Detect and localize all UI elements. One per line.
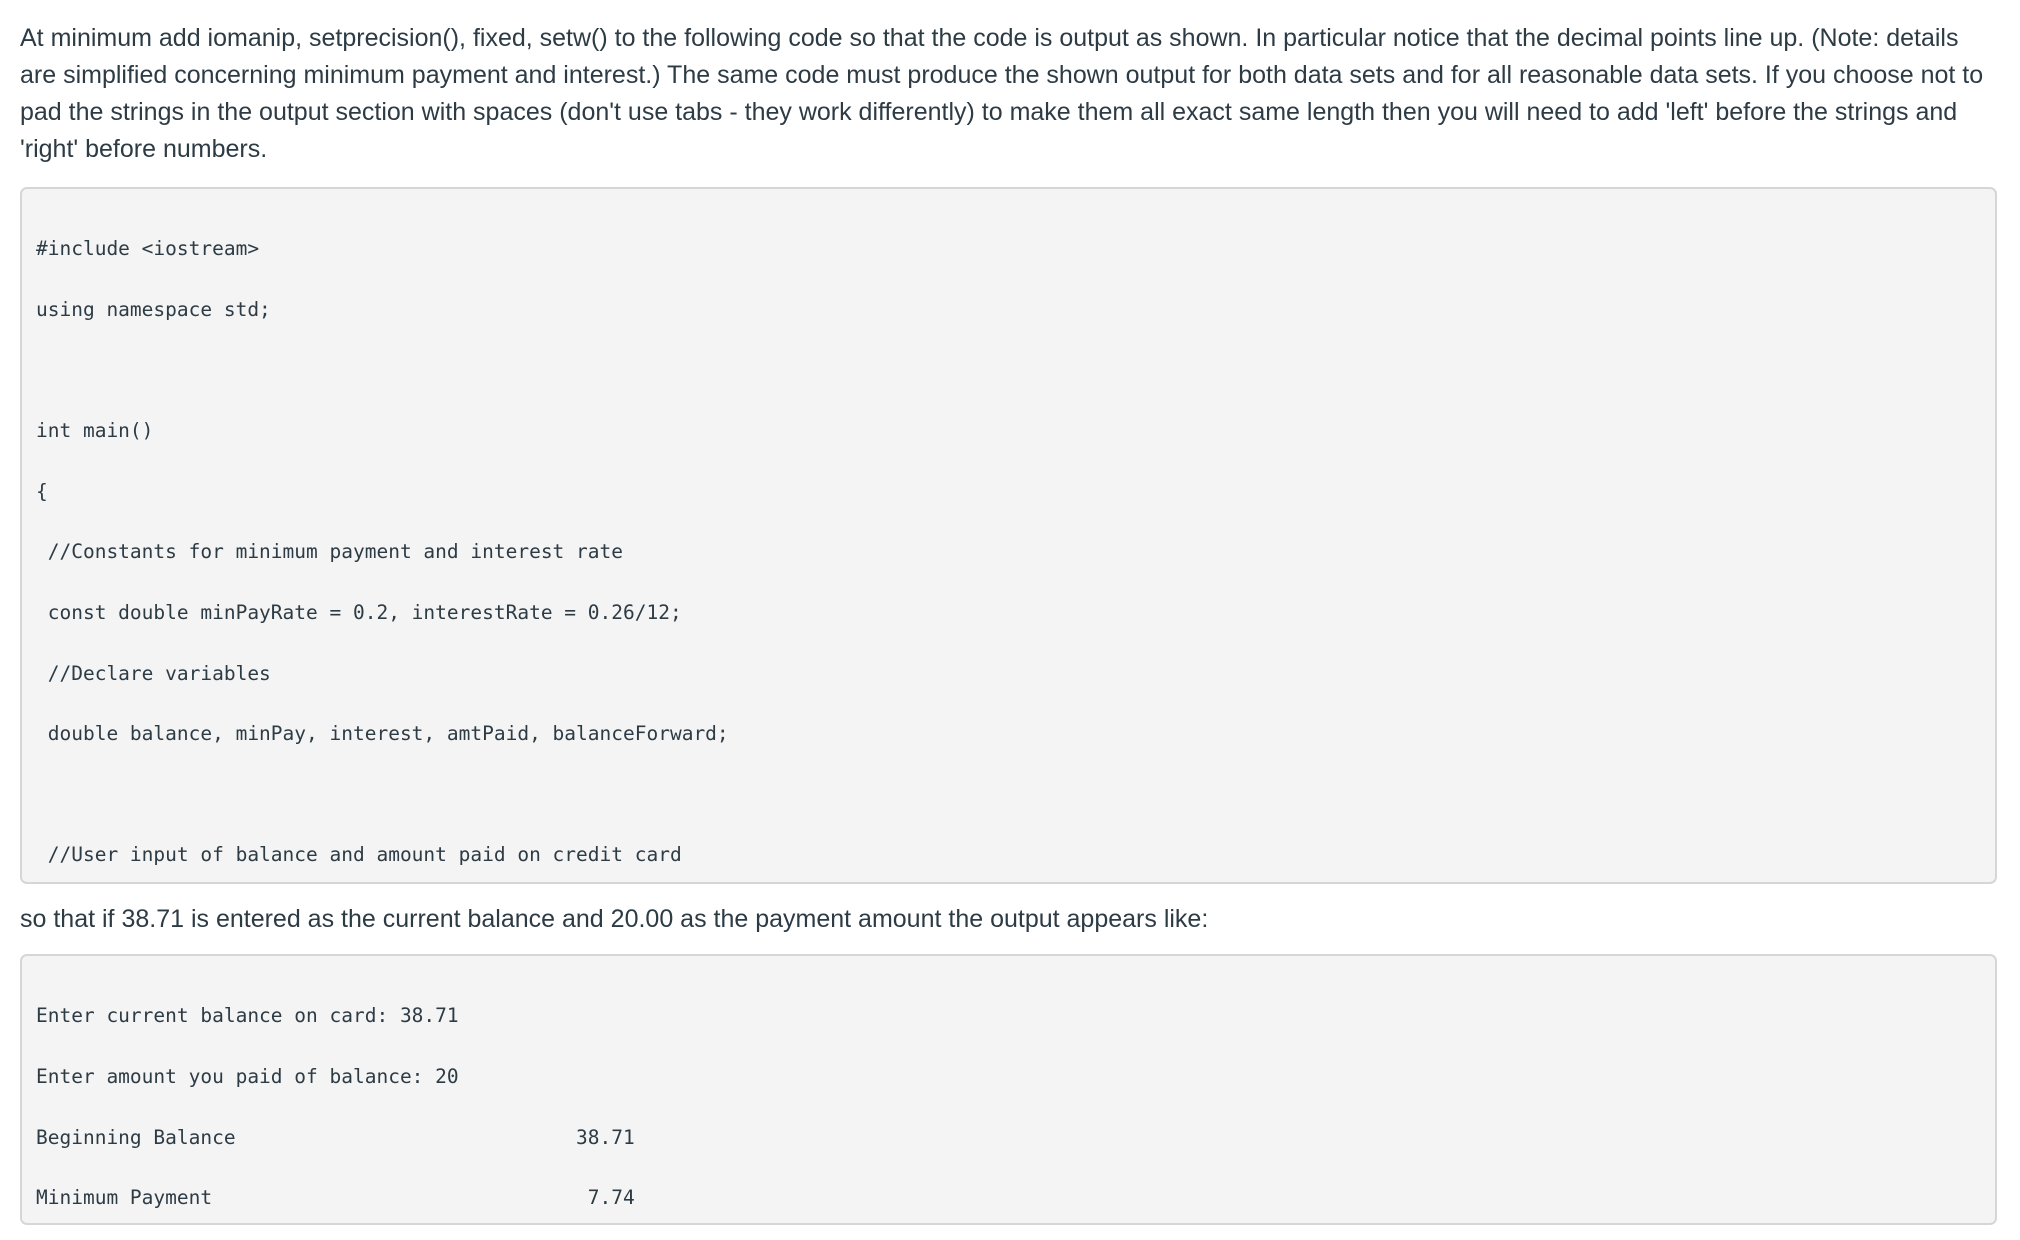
code-line: //Declare variables (36, 661, 271, 685)
code-line: double balance, minPay, interest, amtPaid, balanceForward; (36, 722, 729, 746)
code-block (20, 187, 1997, 884)
code-line (36, 361, 1981, 381)
code-line: using namespace std; (36, 298, 271, 321)
output-description: so that if 38.71 is entered as the current balance and 20.00 as the payment amount the output appears like: (20, 905, 1209, 933)
console-output-block (20, 954, 1997, 1225)
code-line: //Constants for minimum payment and interest rate (36, 540, 623, 564)
code-line: const double minPayRate = 0.2, interestRate = 0.26/12; (36, 600, 682, 624)
code-line: int main() (36, 419, 154, 443)
code-line (36, 785, 1981, 805)
output-line: Enter current balance on card: 38.71 (36, 1004, 459, 1028)
output-line: Minimum Payment 7.74 (36, 1186, 635, 1210)
output-line: Beginning Balance 38.71 (36, 1125, 635, 1149)
page-content (20, 14, 2000, 1225)
code-line: #include <iostream> (36, 237, 260, 261)
intro-paragraph: At minimum add iomanip, setprecision(), fixed, setw() to the following code so that the code is output as shown. In particular notice that the decimal points line up. (Note: details are simplified concerning minimum payment and interest.) The same code must produce the shown output for both data sets and for all reasonable data sets. If you choose not to pad the strings in the output section with spaces (don't use tabs - they work differently) to make them all exact same length then you will need to add 'left' before the strings and 'right' before numbers. (20, 24, 1984, 163)
code-line: { (36, 479, 48, 503)
output-line: Enter amount you paid of balance: 20 (36, 1065, 459, 1088)
code-line: //User input of balance and amount paid on credit card (36, 843, 682, 867)
